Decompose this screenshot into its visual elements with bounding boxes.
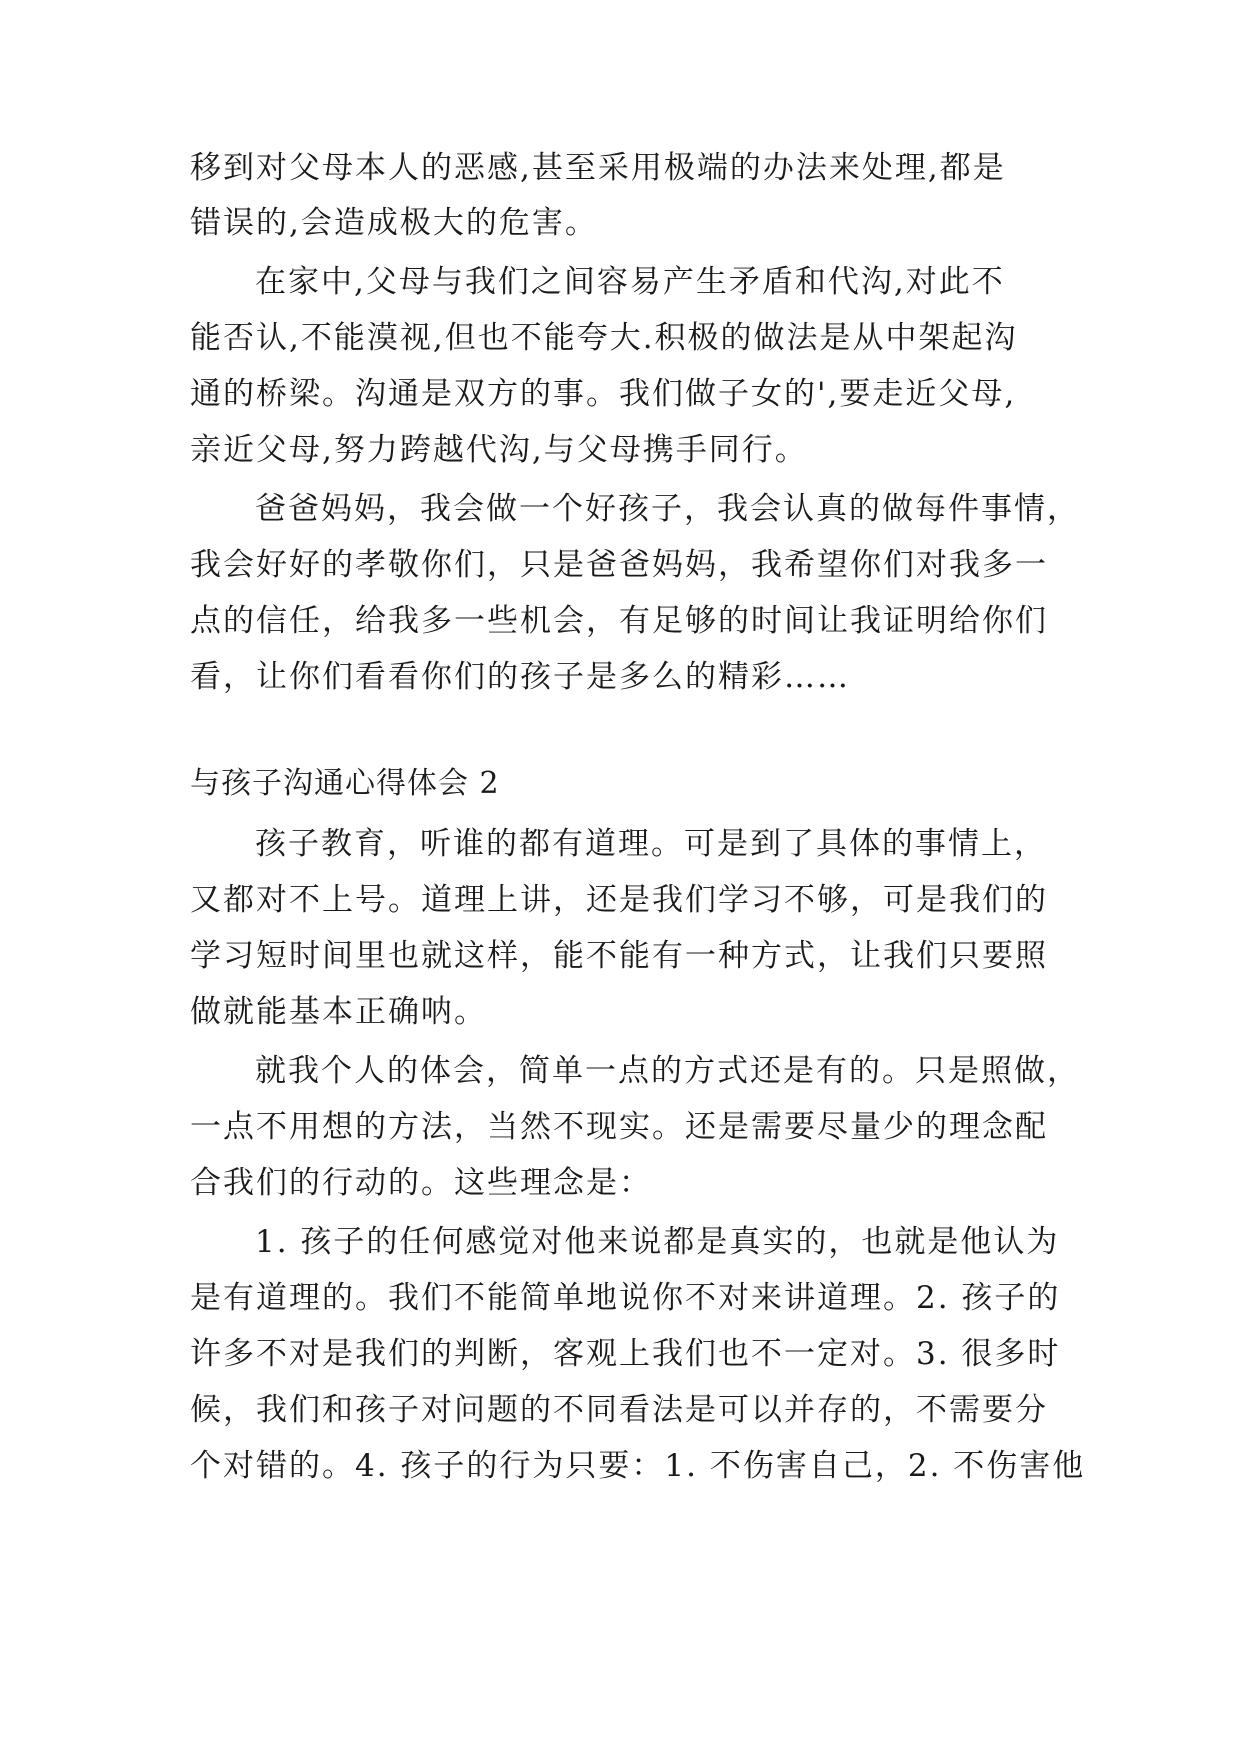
paragraph-line: 个对错的。4. 孩子的行为只要：1. 不伤害自己，2. 不伤害他 bbox=[190, 1448, 1086, 1484]
paragraph-line: 我会好好的孝敬你们，只是爸爸妈妈，我希望你们对我多一 bbox=[190, 547, 1048, 583]
paragraph-line: 学习短时间里也就这样，能不能有一种方式，让我们只要照 bbox=[190, 938, 1048, 974]
paragraph-line: 合我们的行动的。这些理念是： bbox=[190, 1165, 652, 1201]
paragraph-line: 是有道理的。我们不能简单地说你不对来讲道理。2. 孩子的 bbox=[190, 1280, 1061, 1316]
paragraph-line: 做就能基本正确呐。 bbox=[190, 994, 487, 1030]
paragraph-line: 移到对父母本人的恶感,甚至采用极端的办法来处理,都是 bbox=[190, 150, 1006, 186]
paragraph-line: 看，让你们看看你们的孩子是多么的精彩…… bbox=[190, 659, 850, 695]
paragraph-line: 又都对不上号。道理上讲，还是我们学习不够，可是我们的 bbox=[190, 882, 1048, 918]
paragraph-line: 错误的,会造成极大的危害。 bbox=[190, 205, 598, 241]
paragraph-line: 孩子教育，听谁的都有道理。可是到了具体的事情上， bbox=[255, 826, 1047, 862]
paragraph-line: 爸爸妈妈，我会做一个好孩子，我会认真的做每件事情， bbox=[255, 491, 1080, 527]
paragraph-line: 亲近父母,努力跨越代沟,与父母携手同行。 bbox=[190, 432, 808, 468]
paragraph-line: 就我个人的体会，简单一点的方式还是有的。只是照做， bbox=[255, 1053, 1080, 1089]
paragraph-line: 能否认,不能漠视,但也不能夸大.积极的做法是从中架起沟 bbox=[190, 320, 1018, 356]
paragraph-line: 许多不对是我们的判断，客观上我们也不一定对。3. 很多时 bbox=[190, 1336, 1061, 1372]
section-heading: 与孩子沟通心得体会 2 bbox=[190, 766, 500, 801]
paragraph-line: 一点不用想的方法，当然不现实。还是需要尽量少的理念配 bbox=[190, 1109, 1048, 1145]
paragraph-line: 1. 孩子的任何感觉对他来说都是真实的，也就是他认为 bbox=[255, 1224, 1060, 1260]
paragraph-line: 点的信任，给我多一些机会，有足够的时间让我证明给你们 bbox=[190, 603, 1048, 639]
paragraph-line: 在家中,父母与我们之间容易产生矛盾和代沟,对此不 bbox=[255, 264, 1005, 300]
paragraph-line: 通的桥梁。沟通是双方的事。我们做子女的',要走近父母, bbox=[190, 376, 1017, 412]
paragraph-line: 候，我们和孩子对问题的不同看法是可以并存的，不需要分 bbox=[190, 1392, 1048, 1428]
